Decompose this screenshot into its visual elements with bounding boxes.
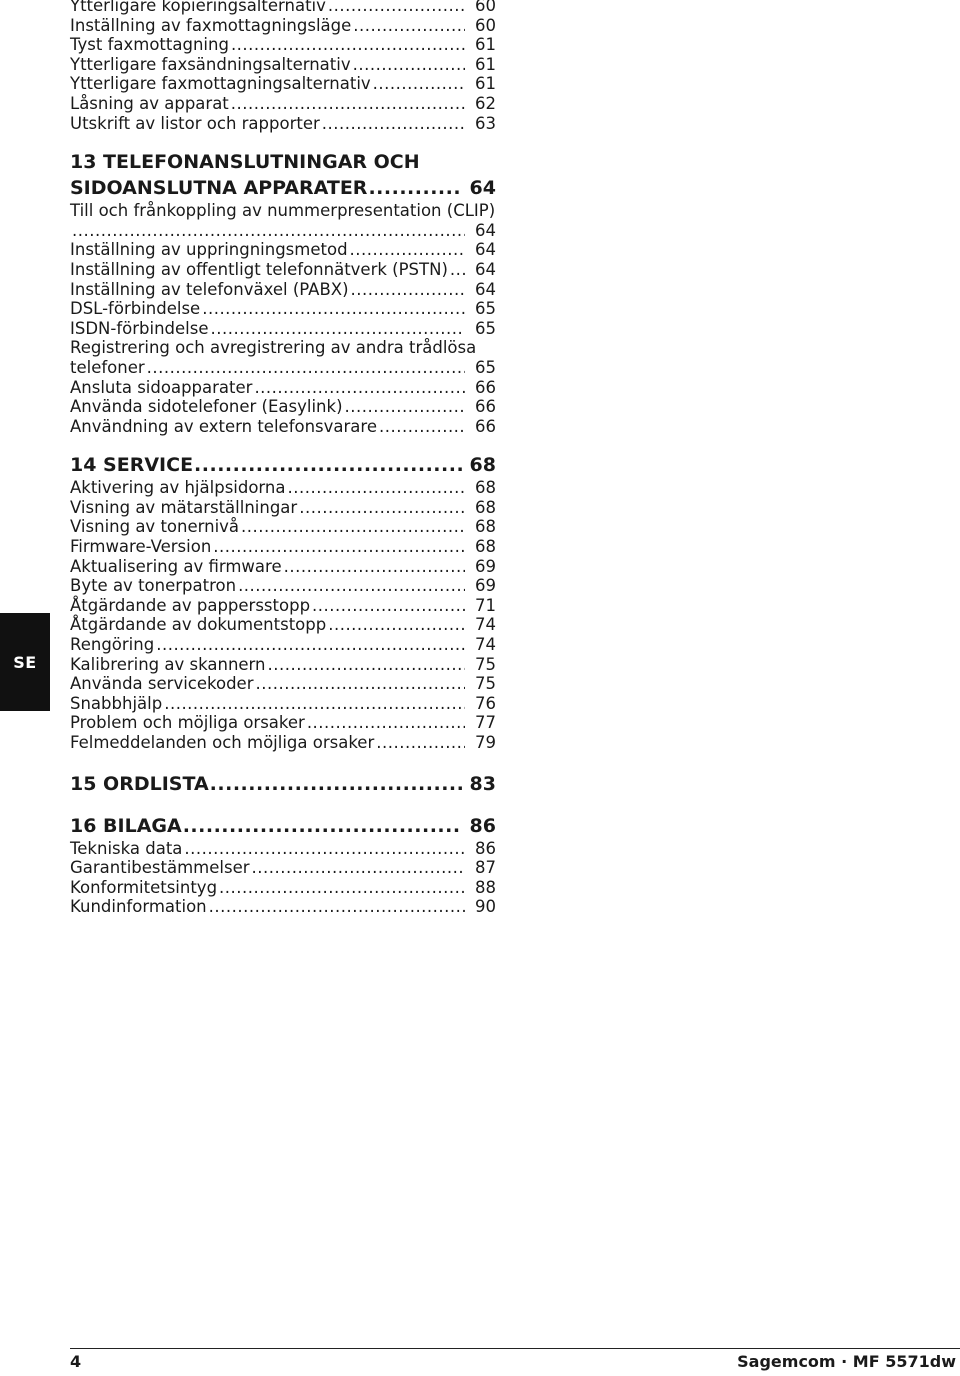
toc-page-number: 64	[475, 240, 496, 260]
section-14-title: 14 SERVICE	[70, 454, 194, 477]
toc-page-number: 63	[475, 113, 496, 133]
dot-leader	[328, 0, 465, 16]
toc-page-number: 60	[475, 0, 496, 15]
dot-leader	[312, 596, 465, 616]
toc-page-number: 77	[475, 713, 496, 733]
toc-entry-label: Inställning av telefonväxel (PABX)	[70, 279, 349, 299]
section-13-title-line1[interactable]: 13 TELEFONANSLUTNINGAR OCH	[70, 151, 420, 174]
toc-entry[interactable]	[70, 858, 496, 878]
dot-leader	[288, 478, 466, 498]
toc-page-number: 65	[475, 318, 496, 338]
section-15-page: 83	[469, 772, 496, 795]
toc-entry-clip-line1[interactable]: Till och frånkoppling av nummerpresentation (CLIP)	[70, 201, 496, 221]
toc-entry[interactable]	[70, 694, 496, 714]
toc-entry-label: Åtgärdande av pappersstopp	[70, 595, 311, 615]
toc-entry-label: Ytterligare kopieringsalternativ	[70, 0, 326, 15]
toc-entry-label: Problem och möjliga orsaker	[70, 713, 305, 733]
dot-leader	[353, 16, 465, 36]
toc-entry[interactable]	[70, 378, 496, 398]
toc-page-number: 69	[475, 556, 496, 576]
toc-entry[interactable]	[70, 596, 496, 616]
toc-entry-label: Inställning av faxmottagningsläge	[70, 15, 352, 35]
dot-leader	[373, 74, 465, 94]
dot-leader	[322, 114, 465, 134]
dot-leader	[255, 674, 465, 694]
dot-leader	[184, 839, 465, 859]
footer-divider	[70, 1348, 960, 1349]
toc-page-number: 75	[475, 654, 496, 674]
toc-entry[interactable]	[70, 635, 496, 655]
toc-page-number: 69	[475, 576, 496, 596]
dot-leader	[194, 452, 462, 478]
toc-entry[interactable]	[70, 280, 496, 300]
toc-entry-label: Låsning av apparat	[70, 93, 229, 113]
toc-entry-label: Tyst faxmottagning	[70, 35, 229, 55]
toc-group-14	[70, 478, 496, 752]
toc-entry-label: Ansluta sidoapparater	[70, 377, 253, 397]
toc-entry[interactable]	[70, 240, 496, 260]
section-16-title: 16 BILAGA	[70, 814, 182, 837]
toc-page-number: 76	[475, 693, 496, 713]
dot-leader	[147, 358, 465, 378]
toc-page-number: 86	[475, 838, 496, 858]
dot-leader	[164, 694, 465, 714]
toc-page-number: 88	[475, 877, 496, 897]
toc-entry[interactable]	[70, 655, 496, 675]
dot-leader	[254, 378, 465, 398]
dot-leader	[284, 557, 465, 577]
footer-product-name: Sagemcom · MF 5571dw	[737, 1352, 956, 1371]
toc-entry[interactable]	[70, 260, 496, 280]
toc-entry[interactable]	[70, 0, 496, 16]
dot-leader	[353, 55, 465, 75]
toc-entry-label: Inställning av uppringningsmetod	[70, 240, 348, 260]
section-16-heading[interactable]	[70, 813, 496, 839]
toc-entry[interactable]	[70, 114, 496, 134]
toc-entry-label: Byte av tonerpatron	[70, 576, 237, 596]
toc-page-number: 64	[475, 220, 496, 240]
toc-page-number: 87	[475, 858, 496, 878]
language-tab	[0, 613, 50, 711]
toc-page-number: 74	[475, 635, 496, 655]
toc-entry-label: Kundinformation	[70, 897, 207, 917]
toc-page-number: 62	[475, 93, 496, 113]
toc-entry-label: ISDN-förbindelse	[70, 318, 209, 338]
toc-entry[interactable]	[70, 557, 496, 577]
language-tab-label: SE	[13, 652, 37, 672]
toc-entry[interactable]	[70, 94, 496, 114]
toc-group-16	[70, 839, 496, 917]
toc-entry[interactable]	[70, 674, 496, 694]
dot-leader	[202, 299, 465, 319]
dot-leader	[368, 175, 462, 201]
toc-entry[interactable]	[70, 733, 496, 753]
toc-page-number: 64	[475, 279, 496, 299]
toc-entry-label: Felmeddelanden och möjliga orsaker	[70, 733, 375, 752]
toc-entry[interactable]	[70, 897, 496, 917]
dot-leader	[268, 655, 465, 675]
toc-entry[interactable]	[70, 417, 496, 437]
section-14-heading[interactable]	[70, 452, 496, 478]
dot-leader	[345, 397, 465, 417]
toc-entry-label: Ytterligare faxsändningsalternativ	[70, 54, 351, 74]
toc-entry-label: Rengöring	[70, 635, 155, 655]
dot-leader	[72, 221, 465, 241]
toc-entry-label: Använda sidotelefoner (Easylink)	[70, 397, 343, 417]
toc-page-number: 75	[475, 674, 496, 694]
toc-entry[interactable]	[70, 16, 496, 36]
toc-entry-label: Använda servicekoder	[70, 674, 254, 694]
toc-entry-registration-line2[interactable]: telefoner ..... 65	[70, 358, 496, 378]
toc-page-number: 68	[475, 517, 496, 537]
toc-entry-label: Aktivering av hjälpsidorna	[70, 478, 286, 498]
toc-group-13a	[70, 240, 496, 338]
section-15-heading[interactable]	[70, 771, 496, 797]
toc-page-number: 74	[475, 615, 496, 635]
toc-entry[interactable]	[70, 537, 496, 557]
toc-entry[interactable]	[70, 839, 496, 859]
toc-page-number: 71	[475, 595, 496, 615]
toc-entry[interactable]	[70, 498, 496, 518]
toc-page-number: 60	[475, 15, 496, 35]
toc-entry-label: Aktualisering av firmware	[70, 556, 282, 576]
dot-leader	[156, 635, 465, 655]
toc-entry[interactable]	[70, 55, 496, 75]
dot-leader	[183, 813, 462, 839]
toc-group-continued	[70, 0, 496, 133]
toc-entry-label: Garantibestämmelser	[70, 858, 250, 878]
toc-entry[interactable]	[70, 74, 496, 94]
dot-leader	[238, 576, 465, 596]
toc-entry-label: Ytterligare faxmottagningsalternativ	[70, 74, 371, 94]
section-14-page: 68	[469, 454, 496, 477]
toc-entry[interactable]	[70, 517, 496, 537]
dot-leader	[241, 517, 465, 537]
dot-leader	[351, 280, 465, 300]
table-of-contents	[70, 0, 496, 917]
toc-page-number: 61	[475, 74, 496, 94]
toc-entry[interactable]	[70, 576, 496, 596]
toc-entry-label: Konformitetsintyg	[70, 877, 218, 897]
toc-page-number: 61	[475, 54, 496, 74]
toc-entry[interactable]	[70, 615, 496, 635]
toc-entry-label: Tekniska data	[70, 838, 183, 858]
dot-leader	[379, 417, 465, 437]
toc-entry-label: Visning av tonernivå	[70, 517, 240, 537]
dot-leader	[231, 35, 465, 55]
toc-entry[interactable]	[70, 35, 496, 55]
section-13-title-line2: SIDOANSLUTNA APPARATER	[70, 177, 368, 200]
toc-page-number: 66	[475, 416, 496, 436]
toc-page-number: 65	[475, 357, 496, 377]
toc-page-number: 64	[475, 259, 496, 279]
toc-entry[interactable]	[70, 478, 496, 498]
toc-entry-label: Utskrift av listor och rapporter	[70, 113, 320, 133]
toc-entry[interactable]	[70, 319, 496, 339]
toc-page-number: 66	[475, 377, 496, 397]
toc-entry-label: DSL-förbindelse	[70, 299, 201, 319]
toc-page-number: 61	[475, 35, 496, 55]
toc-entry-label: Åtgärdande av dokumentstopp	[70, 615, 327, 635]
toc-page-number: 66	[475, 397, 496, 417]
toc-entry[interactable]	[70, 878, 496, 898]
dot-leader	[231, 94, 465, 114]
toc-entry[interactable]	[70, 299, 496, 319]
dot-leader	[209, 897, 465, 917]
toc-page-number: 68	[475, 497, 496, 517]
toc-entry-label: Inställning av offentligt telefonnätverk (PSTN)	[70, 259, 448, 279]
dot-leader	[376, 733, 465, 753]
toc-entry-label: Firmware-Version	[70, 537, 212, 557]
dot-leader	[328, 615, 465, 635]
toc-page-number: 65	[475, 299, 496, 319]
toc-entry-label: Snabbhjälp	[70, 693, 163, 713]
dot-leader	[299, 498, 465, 518]
toc-page-number: 68	[475, 537, 496, 557]
dot-leader	[307, 713, 465, 733]
section-13-page: 64	[469, 177, 496, 200]
toc-page-number: 79	[475, 733, 496, 752]
dot-leader	[450, 260, 465, 280]
toc-entry-registration-line1[interactable]: Registrering och avregistrering av andra trådlösa	[70, 338, 477, 358]
footer-page-number: 4	[70, 1352, 82, 1371]
toc-entry-label: Kalibrering av skannern	[70, 654, 266, 674]
toc-entry-label: Användning av extern telefonsvarare	[70, 416, 377, 436]
toc-group-13b	[70, 378, 496, 437]
dot-leader	[219, 878, 465, 898]
toc-entry-label: Visning av mätarställningar	[70, 497, 298, 517]
dot-leader	[213, 537, 465, 557]
toc-page-number: 90	[475, 897, 496, 917]
toc-entry-clip-line2[interactable]	[70, 221, 496, 241]
toc-page-number: 68	[475, 478, 496, 498]
dot-leader	[350, 240, 465, 260]
toc-entry[interactable]	[70, 397, 496, 417]
toc-entry[interactable]	[70, 713, 496, 733]
section-15-title: 15 ORDLISTA	[70, 772, 209, 795]
dot-leader	[210, 771, 462, 797]
section-16-page: 86	[469, 814, 496, 837]
dot-leader	[211, 319, 465, 339]
dot-leader	[252, 858, 465, 878]
section-13-heading[interactable]	[70, 175, 496, 201]
